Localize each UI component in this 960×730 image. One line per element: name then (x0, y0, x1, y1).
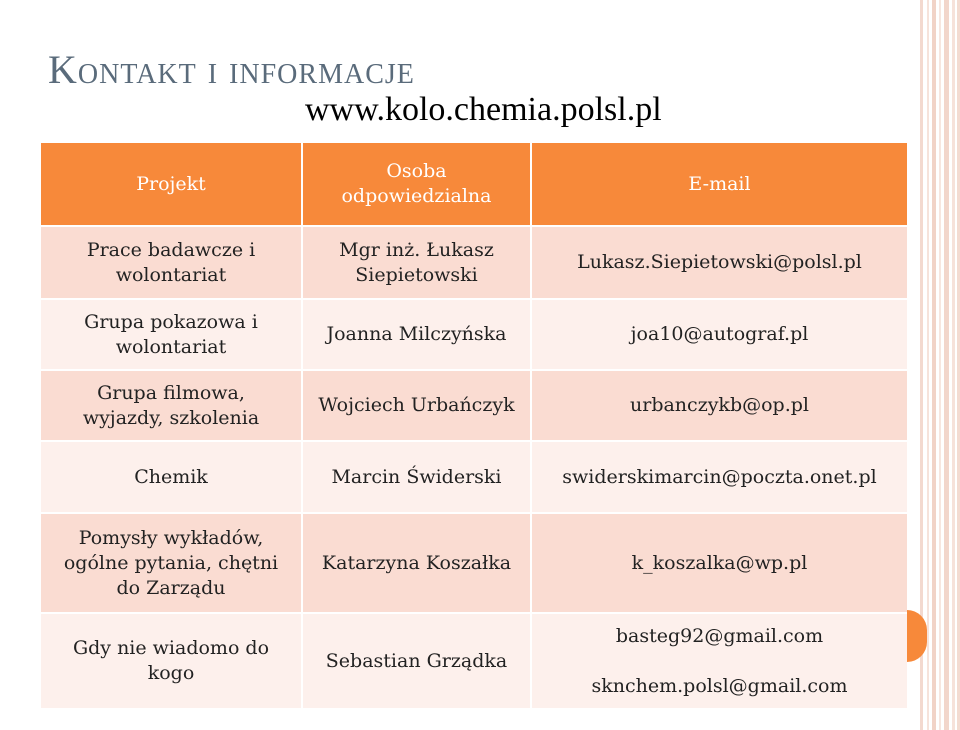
project-text: Grupa pokazowa i wolontariat (84, 310, 258, 358)
header-email: E-mail (531, 143, 907, 226)
email-spacer (538, 649, 901, 674)
table-row (41, 299, 907, 370)
person-cell: Wojciech Urbańczyk (302, 370, 531, 441)
table-header-row (41, 143, 907, 226)
person-cell: Katarzyna Koszałka (302, 513, 531, 613)
project-cell (41, 513, 302, 613)
email-cell[interactable]: joa10@autograf.pl (531, 299, 907, 370)
project-cell (41, 613, 302, 709)
contacts-table (41, 143, 907, 710)
project-cell (41, 299, 302, 370)
email-cell[interactable]: k_koszalka@wp.pl (531, 513, 907, 613)
project-text: Prace badawcze i wolontariat (86, 238, 256, 286)
project-text: Pomysły wykładów, ogólne pytania, chętni do Zarządu (63, 526, 279, 599)
header-person (302, 143, 531, 226)
table-row (41, 513, 907, 613)
decorative-stripes (920, 0, 960, 730)
project-cell (41, 226, 302, 299)
person-cell: Marcin Świderski (302, 441, 531, 513)
email-cell[interactable]: urbanczykb@op.pl (531, 370, 907, 441)
project-cell: Chemik (41, 441, 302, 513)
email-link[interactable]: sknchem.polsl@gmail.com (591, 674, 848, 697)
email-cell[interactable]: swiderskimarcin@poczta.onet.pl (531, 441, 907, 513)
table-row (41, 441, 907, 513)
person-cell: Joanna Milczyńska (302, 299, 531, 370)
header-project: Projekt (41, 143, 302, 226)
website-link[interactable]: www.kolo.chemia.polsl.pl (305, 91, 662, 128)
header-person-label: Osoba odpowiedzialna (341, 160, 492, 207)
table-row (41, 370, 907, 441)
person-text: Mgr inż. Łukasz Siepietowski (339, 238, 494, 286)
project-cell (41, 370, 302, 441)
project-text: Gdy nie wiadomo do kogo (72, 637, 270, 684)
table-row (41, 613, 907, 709)
email-cell (531, 613, 907, 709)
person-cell (302, 226, 531, 299)
email-link[interactable]: basteg92@gmail.com (615, 624, 824, 647)
table-row (41, 226, 907, 299)
project-text: Grupa filmowa, wyjazdy, szkolenia (82, 381, 260, 429)
email-cell[interactable]: Lukasz.Siepietowski@polsl.pl (531, 226, 907, 299)
page-title: Kontakt i informacje (48, 47, 415, 92)
person-cell: Sebastian Grządka (302, 613, 531, 709)
